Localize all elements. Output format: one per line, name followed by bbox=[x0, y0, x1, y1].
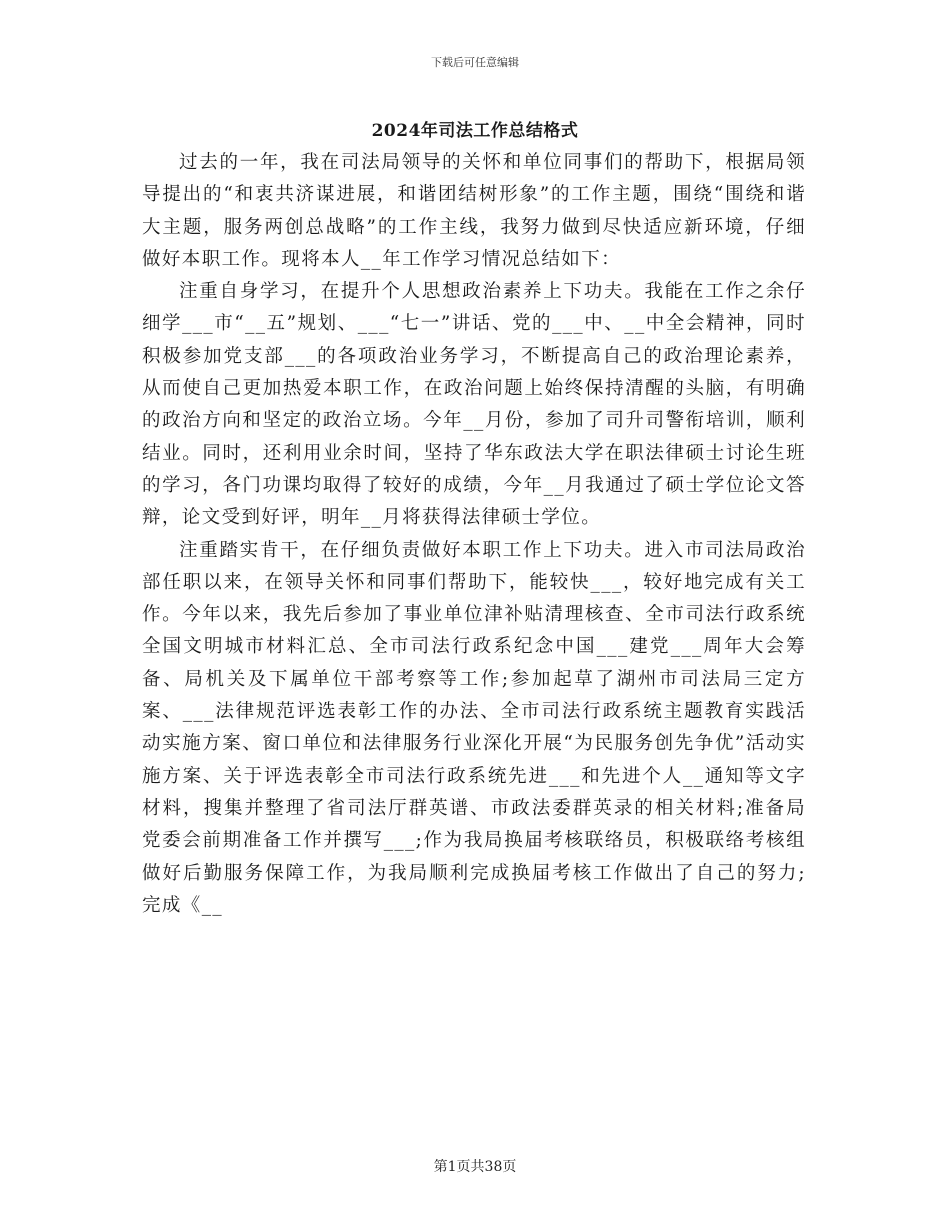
page-header-note: 下载后可任意编辑 bbox=[431, 56, 519, 69]
page-number-footer: 第1页共38页 bbox=[433, 1159, 517, 1175]
document-body bbox=[142, 147, 806, 922]
paragraph-intro: 过去的一年，我在司法局领导的关怀和单位同事们的帮助下，根据局领导提出的“和衷共济谋进展，和谐团结树形象”的工作主题，围绕“围绕和谐大主题，服务两创总战略”的工作主线，我努力做到尽快适应新环境，仔细做好本职工作。现将本人__年工作学习情况总结如下： bbox=[142, 152, 806, 270]
document-title: 2024年司法工作总结格式 bbox=[371, 121, 579, 141]
paragraph-study: 注重自身学习，在提升个人思想政治素养上下功夫。我能在工作之余仔细学___市“__五”规划、___“七一”讲话、党的___中、__中全会精神，同时积极参加党支部___的各项政治业务学习，不断提高自己的政治理论素养，从而使自己更加热爱本职工作，在政治问题上始终保持清醒的头脑，有明确的政治方向和坚定的政治立场。今年__月份，参加了司升司警衔培训，顺利结业。同时，还利用业余时间，坚持了华东政法大学在职法律硕士讨论生班的学习，各门功课均取得了较好的成绩，今年__月我通过了硕士学位论文答辩，论文受到好评，明年__月将获得法律硕士学位。 bbox=[142, 281, 806, 529]
paragraph-work: 注重踏实肯干，在仔细负责做好本职工作上下功夫。进入市司法局政治部任职以来，在领导关怀和同事们帮助下，能较快___，较好地完成有关工作。今年以来，我先后参加了事业单位津补贴清理核查、全市司法行政系统全国文明城市材料汇总、全市司法行政系纪念中国___建党___周年大会筹备、局机关及下属单位干部考察等工作;参加起草了湖州市司法局三定方案、___法律规范评选表彰工作的办法、全市司法行政系统主题教育实践活动实施方案、窗口单位和法律服务行业深化开展“为民服务创先争优”活动实施方案、关于评选表彰全市司法行政系统先进___和先进个人__通知等文字材料，搜集并整理了省司法厅群英谱、市政法委群英录的相关材料;准备局党委会前期准备工作并撰写___;作为我局换届考核联络员，积极联络考核组做好后勤服务保障工作，为我局顺利完成换届考核工作做出了自己的努力;完成《__ bbox=[142, 539, 806, 916]
